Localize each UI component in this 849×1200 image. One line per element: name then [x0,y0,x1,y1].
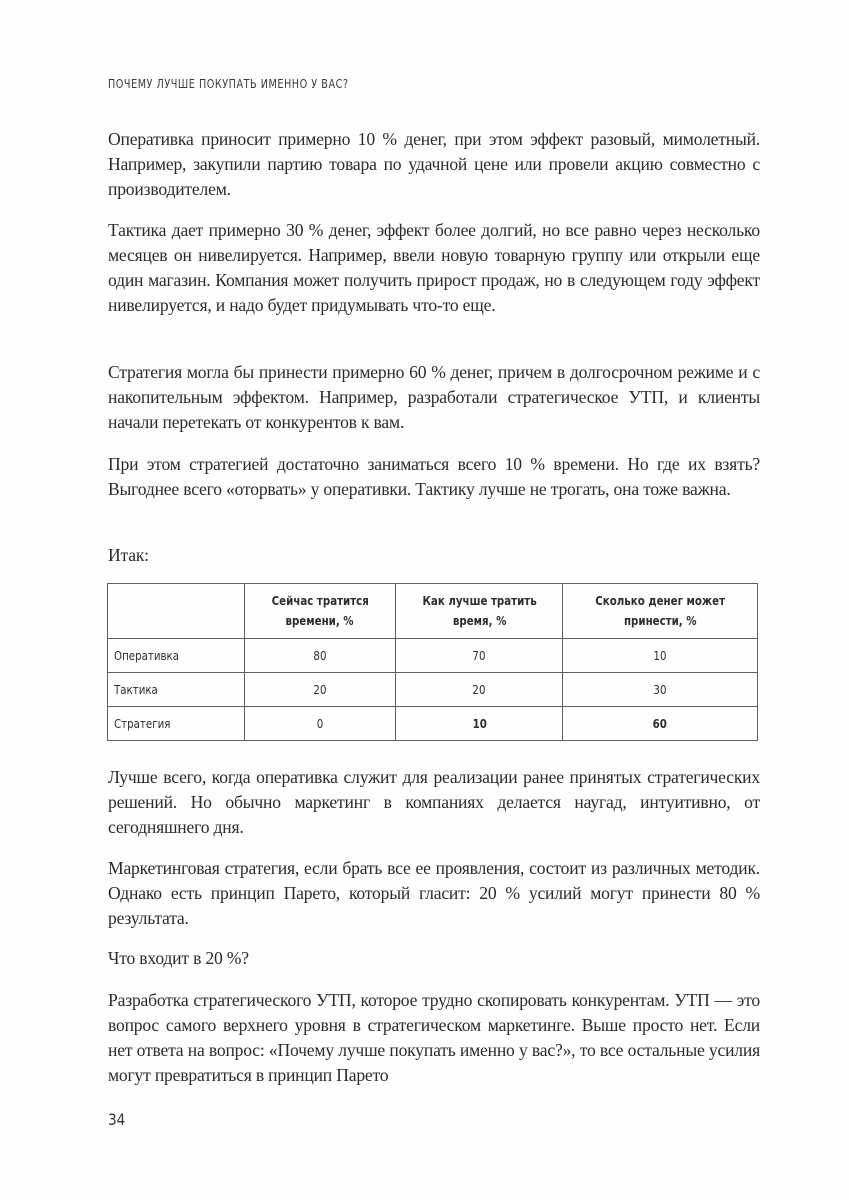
paragraph-tactics [108,218,760,318]
table-header-current-time: Сейчас тратится времени, % [244,584,396,639]
row-label: Тактика [108,673,245,707]
paragraph-time-allocation [108,452,760,502]
table-header-row [108,584,758,639]
cell-better: 10 [396,707,563,741]
cell-current: 20 [244,673,396,707]
paragraph-text: Разработка стратегического УТП, которое трудно скопировать конкурентам. УТП — это вопрос самого верхнего уровня в стратегическом маркетинге. Выше просто нет. Если нет ответа на вопрос: «Почему лучше покупать именно у вас?», то все остальные усилия могут превратиться в принцип Парето [108,990,760,1085]
paragraph-operational [108,127,760,202]
table-row [108,639,758,673]
table-row [108,673,758,707]
time-money-table [107,583,758,741]
paragraph-utp [108,988,760,1088]
paragraph-text: Маркетинговая стратегия, если брать все ее проявления, состоит из различных методик. Однако есть принцип Парето, который гласит: 20 % усилий могут принести 80 % результата. [108,858,760,928]
row-label: Оперативка [108,639,245,673]
paragraph-text: Итак: [108,545,149,565]
paragraph-text: Что входит в 20 %? [108,948,249,968]
paragraph-text: Тактика дает примерно 30 % денег, эффект более долгий, но все равно через несколько месяцев он нивелируется. Например, ввели новую товарную группу или открыли еще один магазин. Компания может получить прирост продаж, но в следующем году эффект нивелируется, и надо будет придумывать что-то еще. [108,220,760,315]
cell-better: 20 [396,673,563,707]
table-header-better-time: Как лучше тратить время, % [396,584,563,639]
paragraph-pareto [108,856,760,931]
paragraph-text: Лучше всего, когда оперативка служит для реализации ранее принятых стратегических решений. Но обычно маркетинг в компаниях делается наугад, интуитивно, от сегодняшнего дня. [108,767,760,837]
table-header-empty [108,584,245,639]
paragraph-text: Стратегия могла бы принести примерно 60 % денег, причем в долгосрочном режиме и с накопительным эффектом. Например, разработали стратегическое УТП, и клиенты начали перетекать от конкурентов к вам. [108,362,760,432]
cell-money: 10 [563,639,758,673]
paragraph-question [108,946,760,971]
paragraph-strategy [108,360,760,435]
table-row [108,707,758,741]
page-number: 34 [108,1110,126,1129]
running-head: ПОЧЕМУ ЛУЧШЕ ПОКУПАТЬ ИМЕННО У ВАС? [108,76,349,91]
paragraph-itak [108,543,760,568]
row-label: Стратегия [108,707,245,741]
paragraph-text: Оперативка приносит примерно 10 % денег, при этом эффект разовый, мимолетный. Например, закупили партию товара по удачной цене или провели акцию совместно с производителем. [108,129,760,199]
paragraph-text: При этом стратегией достаточно заниматься всего 10 % времени. Но где их взять? Выгоднее всего «оторвать» у оперативки. Тактику лучше не трогать, она тоже важна. [108,454,760,499]
table-header-money: Сколько денег может принести, % [563,584,758,639]
cell-current: 80 [244,639,396,673]
paragraph-best-case [108,765,760,840]
cell-better: 70 [396,639,563,673]
cell-current: 0 [244,707,396,741]
cell-money: 30 [563,673,758,707]
cell-money: 60 [563,707,758,741]
